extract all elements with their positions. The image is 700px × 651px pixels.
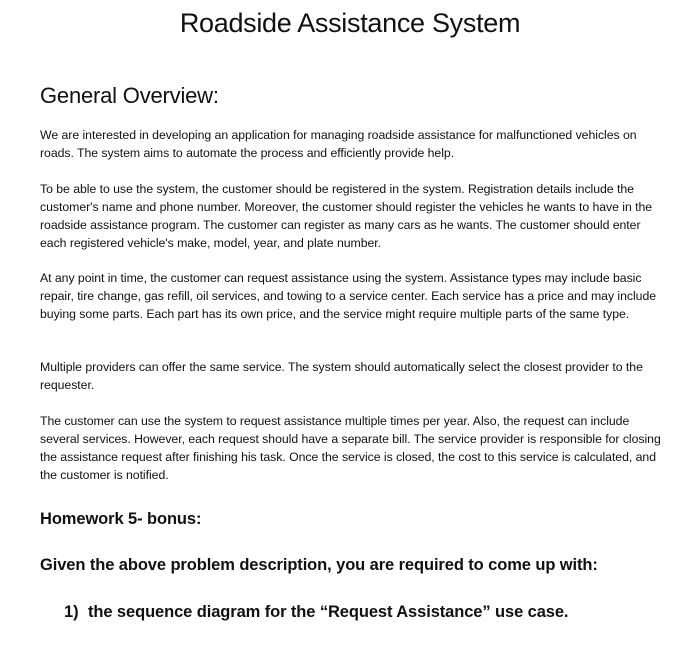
paragraph-registration: To be able to use the system, the customer should be registered in the system. Registration details include the customer's name and phone number. Moreover, the customer should register the vehicles he wants to have in the roadside assistance program. The customer can register as many cars as he wants. The customer should enter each registered vehicle's make, model, year, and plate number. <box>40 182 653 250</box>
section-heading-general-overview: General Overview: <box>40 83 219 108</box>
homework-heading: Homework 5- bonus: <box>40 510 202 528</box>
list-item-text: the sequence diagram for the “Request Assistance” use case. <box>88 603 569 621</box>
paragraph-assistance-types: At any point in time, the customer can request assistance using the system. Assistance types may include basic repair, tire change, gas refill, oil services, and towing to a service center. Each service has a price and may include buying some parts. Each part has its own price, and the service might require multiple parts of the same type. <box>40 271 657 321</box>
list-item-number: 1) <box>64 603 79 621</box>
document-title: Roadside Assistance System <box>179 8 521 38</box>
instruction-line: Given the above problem description, you are required to come up with: <box>40 556 598 574</box>
paragraph-intro: We are interested in developing an application for managing roadside assistance for malfunctioned vehicles on roads. The system aims to automate the process and efficiently provide help. <box>40 128 637 160</box>
paragraph-requests-billing: The customer can use the system to request assistance multiple times per year. Also, the request can include several services. However, each request should have a separate bill. The service provider is responsible for closing the assistance request after finishing his task. Once the service is closed, the cost to this service is calculated, and the customer is notified. <box>40 414 661 482</box>
paragraph-providers: Multiple providers can offer the same service. The system should automatically select the closest provider to the requester. <box>40 360 643 392</box>
list-item <box>64 603 568 622</box>
